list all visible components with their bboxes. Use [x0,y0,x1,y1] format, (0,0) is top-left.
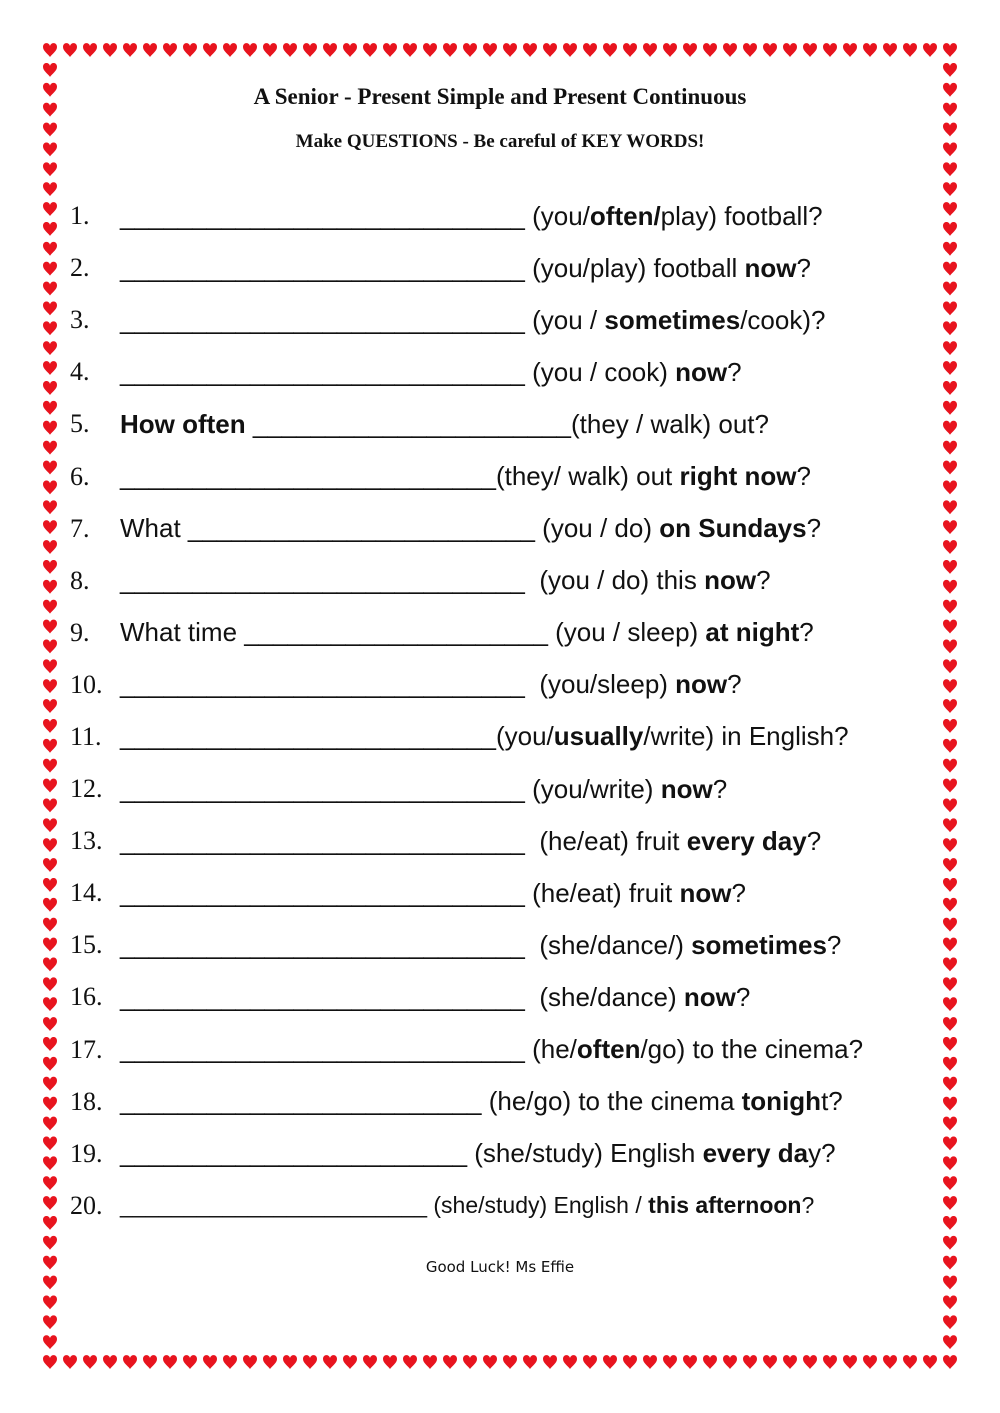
heart-icon [143,1355,157,1369]
heart-icon [943,63,957,77]
question-text: t? [821,1086,843,1117]
heart-icon [143,43,157,57]
question-text: ? [731,877,746,908]
question-text: ? [796,461,811,492]
key-word: now [704,565,757,596]
key-word: sometimes [604,304,741,335]
question-text: ____________________________ (you / [120,304,605,335]
heart-icon [343,43,357,57]
question-row [70,294,950,346]
heart-icon [703,43,717,57]
heart-icon [43,977,57,991]
heart-icon [163,43,177,57]
heart-icon [823,43,837,57]
question-text: ? [796,252,812,283]
heart-icon [323,1355,337,1369]
heart-icon [43,818,57,832]
heart-icon [623,1355,637,1369]
footer-signature: Good Luck! Ms Effie [425,1258,575,1276]
heart-icon [563,1355,577,1369]
question-number: 6. [70,461,90,491]
key-word: usually [553,721,644,752]
question-text: ____________________________ (you/write) [120,773,661,804]
heart-icon [43,262,57,276]
heart-icon [703,1355,717,1369]
question-text: ? [806,513,822,544]
key-word: often/ [589,200,661,231]
question-row [70,1076,950,1128]
key-word: now [675,356,728,387]
heart-icon [43,500,57,514]
question-row [70,971,950,1023]
heart-icon [283,1355,297,1369]
heart-icon [243,1355,257,1369]
heart-icon [43,282,57,296]
question-number: 16. [70,982,103,1012]
question-text: __________________________(they/ walk) out [120,461,680,492]
heart-icon [383,43,397,57]
heart-icon [103,1355,117,1369]
question-row [70,659,950,711]
question-row [70,1024,950,1076]
heart-icon [43,898,57,912]
heart-icon [623,43,637,57]
question-text: play) football? [660,200,823,231]
question-text: ? [727,356,742,387]
heart-icon [43,1037,57,1051]
key-word: at night [705,617,800,648]
heart-icon [43,699,57,713]
question-row [70,450,950,502]
question-row [70,815,950,867]
heart-icon [543,43,557,57]
heart-icon [43,580,57,594]
question-text: ? [801,1192,815,1219]
question-row [70,190,950,242]
heart-icon [263,1355,277,1369]
question-row [70,1180,950,1232]
heart-icon [43,63,57,77]
heart-icon [43,381,57,395]
question-text: ? [756,565,771,596]
question-text: __________________________(you/ [120,721,554,752]
question-text: What ________________________ (you / do) [120,513,660,544]
heart-icon [403,43,417,57]
heart-icon [723,1355,737,1369]
heart-icon [43,461,57,475]
heart-icon [43,222,57,236]
question-text: ____________________________ (he/eat) fruit [120,825,687,856]
heart-icon [883,1355,897,1369]
heart-icon [43,1355,57,1369]
heart-icon [83,43,97,57]
heart-icon [943,43,957,57]
question-text: /write) in English? [643,721,849,752]
heart-icon [123,1355,137,1369]
heart-icon [943,1236,957,1250]
heart-icon [443,43,457,57]
heart-icon [583,43,597,57]
heart-icon [683,43,697,57]
question-number: 5. [70,409,90,439]
heart-icon [743,1355,757,1369]
question-text: /go) to the cinema? [640,1034,864,1065]
heart-icon [803,43,817,57]
question-text: /cook)? [740,304,826,335]
key-word: sometimes [691,929,827,960]
heart-icon [843,1355,857,1369]
heart-icon [43,997,57,1011]
heart-icon [943,1276,957,1290]
heart-icon [483,43,497,57]
heart-icon [43,1117,57,1131]
heart-icon [763,43,777,57]
heart-icon [443,1355,457,1369]
heart-icon [483,1355,497,1369]
heart-icon [563,43,577,57]
heart-icon [123,43,137,57]
question-text: y? [808,1138,836,1169]
question-text: _________________________ (he/go) to the cinema [120,1086,742,1117]
question-number: 20. [70,1190,103,1220]
question-text: ________________________ (she/study) English / [120,1192,649,1219]
heart-icon [43,1315,57,1329]
heart-icon [43,1097,57,1111]
key-word: now [679,877,732,908]
heart-icon [403,1355,417,1369]
heart-icon [583,1355,597,1369]
heart-icon [43,838,57,852]
heart-icon [63,43,77,57]
key-word: every da [702,1138,809,1169]
question-number: 1. [70,201,90,231]
question-row [70,607,950,659]
question-text: ____________________________ (she/dance/) [120,929,692,960]
question-row [70,1128,950,1180]
heart-icon [943,1295,957,1309]
heart-icon [463,1355,477,1369]
question-number: 10. [70,669,103,699]
heart-icon [923,1355,937,1369]
question-number: 7. [70,513,90,543]
heart-icon [383,1355,397,1369]
question-text: ____________________________ (you/sleep) [120,669,676,700]
heart-icon [83,1355,97,1369]
question-number: 15. [70,930,103,960]
heart-icon [303,1355,317,1369]
question-text: ______________________(they / walk) out? [245,408,769,439]
heart-icon [43,361,57,375]
key-word: this afternoon [648,1192,802,1219]
heart-icon [663,43,677,57]
question-text: ____________________________ (she/dance) [120,981,684,1012]
key-word: tonigh [741,1086,822,1117]
heart-icon [343,1355,357,1369]
question-text: ____________________________ (you / do) this [120,565,705,596]
question-number: 12. [70,774,103,804]
heart-icon [43,43,57,57]
heart-icon [43,918,57,932]
heart-icon [943,1335,957,1349]
heart-icon [943,162,957,176]
heart-icon [43,1136,57,1150]
question-list [70,190,950,1232]
heart-icon [43,639,57,653]
heart-icon [43,719,57,733]
heart-icon [43,441,57,455]
question-text: ? [712,773,728,804]
question-row [70,242,950,294]
heart-icon [503,1355,517,1369]
question-row [70,711,950,763]
heart-icon [43,938,57,952]
heart-icon [43,659,57,673]
heart-icon [863,43,877,57]
heart-icon [43,858,57,872]
heart-icon [43,341,57,355]
heart-icon [303,43,317,57]
heart-icon [943,1355,957,1369]
worksheet-subtitle: Make QUESTIONS - Be careful of KEY WORDS! [295,131,705,152]
question-number: 8. [70,565,90,595]
heart-icon [923,43,937,57]
heart-icon [843,43,857,57]
heart-icon [43,1236,57,1250]
heart-icon [183,43,197,57]
question-text: ____________________________ (you / cook) [120,356,676,387]
heart-icon [783,1355,797,1369]
question-row [70,919,950,971]
key-word: now [660,773,713,804]
question-number: 13. [70,826,103,856]
heart-icon [223,43,237,57]
heart-icon [103,43,117,57]
heart-icon [503,43,517,57]
heart-icon [363,1355,377,1369]
key-word: How often [120,408,246,439]
heart-icon [183,1355,197,1369]
question-text: ____________________________ (you/ [120,200,590,231]
question-text: ? [806,825,822,856]
key-word: often [576,1034,641,1065]
heart-icon [43,739,57,753]
question-number: 18. [70,1086,103,1116]
question-number: 11. [70,721,102,751]
heart-icon [223,1355,237,1369]
question-row [70,867,950,919]
heart-icon [43,1335,57,1349]
heart-icon [523,1355,537,1369]
heart-icon [203,43,217,57]
question-text: ____________________________ (you/play) football [120,252,745,283]
heart-icon [43,480,57,494]
worksheet-title: A Senior - Present Simple and Present Continuous [253,84,747,109]
heart-icon [283,43,297,57]
heart-icon [423,43,437,57]
question-number: 19. [70,1138,103,1168]
heart-icon [603,1355,617,1369]
heart-icon [43,560,57,574]
heart-icon [643,43,657,57]
heart-icon [43,162,57,176]
heart-icon [43,321,57,335]
heart-icon [43,878,57,892]
heart-icon [63,1355,77,1369]
question-text: What time _____________________ (you / sleep) [120,617,706,648]
heart-icon [783,43,797,57]
question-text: ? [826,929,842,960]
heart-icon [943,1315,957,1329]
heart-icon [903,43,917,57]
heart-icon [43,242,57,256]
heart-icon [863,1355,877,1369]
question-text: ____________________________ (he/ [120,1034,577,1065]
question-text: ________________________ (she/study) English [120,1138,703,1169]
heart-icon [743,43,757,57]
heart-icon [263,43,277,57]
question-number: 9. [70,617,90,647]
heart-icon [763,1355,777,1369]
heart-icon [43,1077,57,1091]
heart-icon [823,1355,837,1369]
heart-icon [43,202,57,216]
heart-icon [43,302,57,316]
heart-icon [43,520,57,534]
key-word: every day [686,825,807,856]
heart-icon [43,759,57,773]
key-word: now [744,252,797,283]
question-number: 2. [70,253,90,283]
question-row [70,763,950,815]
heart-icon [723,43,737,57]
question-row [70,346,950,398]
question-row [70,398,950,450]
heart-icon [43,1176,57,1190]
heart-icon [43,401,57,415]
heart-icon [543,1355,557,1369]
question-number: 14. [70,878,103,908]
heart-icon [903,1355,917,1369]
heart-icon [43,600,57,614]
heart-icon [43,421,57,435]
heart-icon [683,1355,697,1369]
heart-icon [43,958,57,972]
key-word: now [675,669,728,700]
heart-icon [43,1216,57,1230]
heart-icon [43,1156,57,1170]
heart-icon [43,1057,57,1071]
heart-icon [883,43,897,57]
key-word: right now [679,461,797,492]
heart-icon [803,1355,817,1369]
question-row [70,503,950,555]
heart-icon [423,1355,437,1369]
heart-icon [163,1355,177,1369]
heart-icon [43,540,57,554]
heart-icon [43,779,57,793]
question-number: 17. [70,1034,103,1064]
question-text: ? [799,617,814,648]
heart-icon [43,620,57,634]
question-text: ? [735,981,751,1012]
key-word: now [683,981,736,1012]
heart-icon [323,43,337,57]
heart-icon [43,1196,57,1210]
heart-icon [643,1355,657,1369]
heart-icon [463,43,477,57]
question-row [70,555,950,607]
heart-icon [243,43,257,57]
heart-icon [43,1276,57,1290]
heart-icon [43,1295,57,1309]
heart-icon [363,43,377,57]
heart-icon [203,1355,217,1369]
heart-icon [603,43,617,57]
question-number: 4. [70,357,90,387]
heart-icon [43,799,57,813]
heart-icon [523,43,537,57]
question-text: ? [727,669,742,700]
key-word: on Sundays [659,513,807,544]
question-number: 3. [70,305,90,335]
heart-icon [663,1355,677,1369]
question-text: ____________________________ (he/eat) fruit [120,877,680,908]
heart-icon [43,679,57,693]
heart-icon [43,1017,57,1031]
heart-icon [43,182,57,196]
